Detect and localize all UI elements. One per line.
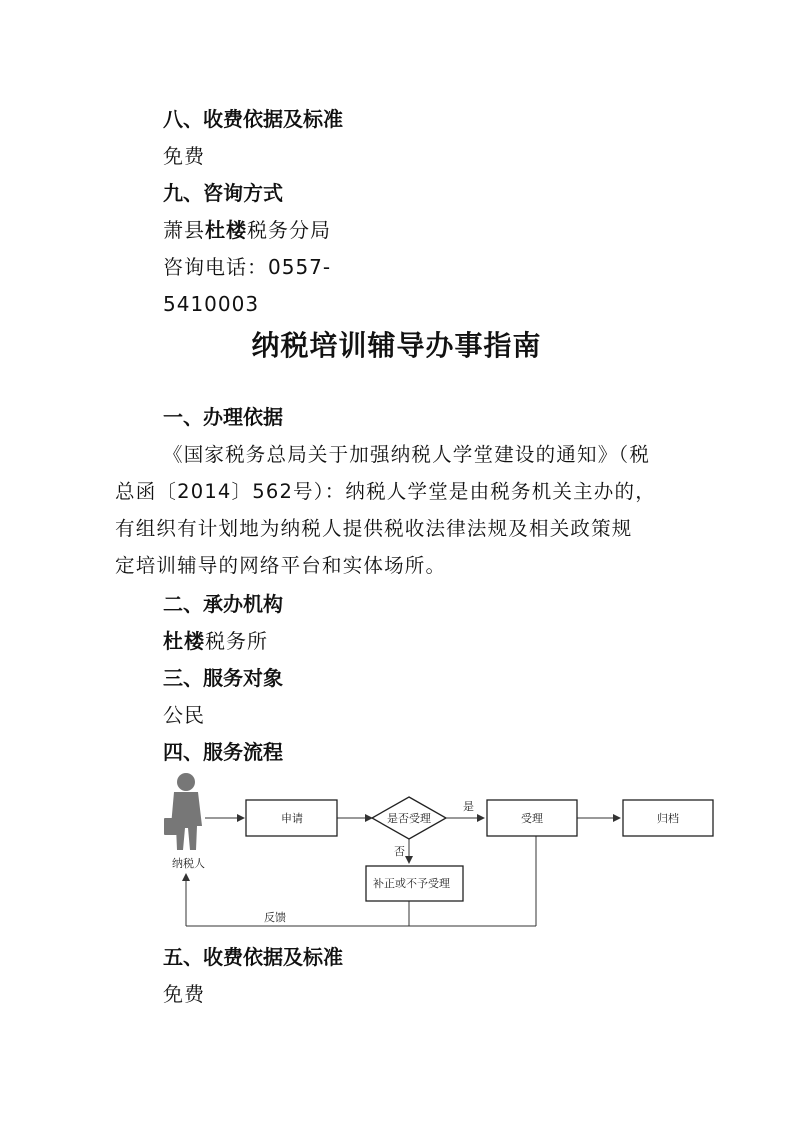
para-line: 定培训辅导的网络平台和实体场所。 — [115, 554, 447, 577]
office-suffix: 税务分局 — [247, 218, 331, 242]
section5-value: 免费 — [163, 982, 205, 1006]
heading-fee-basis: 八、收费依据及标准 — [163, 107, 343, 131]
person-label: 纳税人 — [172, 857, 205, 870]
org-bold: 杜楼 — [163, 629, 205, 653]
person-icon — [164, 773, 202, 850]
decision-label: 是否受理 — [387, 812, 431, 825]
feedback-label: 反馈 — [264, 911, 286, 924]
heading-consult: 九、咨询方式 — [163, 181, 283, 205]
reject-label: 补正或不予受理 — [373, 877, 450, 890]
consult-phone-line1: 咨询电话：0557- — [163, 255, 332, 279]
para-line: 总函〔2014〕562号）：纳税人学堂是由税务机关主办的， — [115, 480, 656, 503]
section3-value: 公民 — [163, 703, 205, 727]
section1-heading: 一、办理依据 — [163, 405, 283, 429]
yes-label: 是 — [463, 800, 474, 813]
section2-heading: 二、承办机构 — [163, 592, 283, 616]
no-label: 否 — [394, 845, 405, 858]
office-bold: 杜楼 — [205, 218, 247, 242]
para-line: 《国家税务总局关于加强纳税人学堂建设的通知》（税 — [163, 443, 651, 466]
archive-label: 归档 — [657, 812, 679, 825]
office-prefix: 萧县 — [163, 218, 205, 242]
org-suffix: 税务所 — [205, 629, 268, 653]
section1-paragraph — [115, 436, 680, 584]
consult-office — [163, 218, 331, 242]
fee-value: 免费 — [163, 144, 205, 168]
page-title: 纳税培训辅导办事指南 — [251, 329, 542, 362]
service-flowchart — [150, 768, 730, 933]
section5-heading: 五、收费依据及标准 — [163, 945, 343, 969]
section2-org — [163, 629, 268, 653]
section4-heading: 四、服务流程 — [163, 740, 283, 764]
accept-label: 受理 — [521, 812, 543, 825]
apply-label: 申请 — [281, 812, 303, 825]
para-line: 有组织有计划地为纳税人提供税收法律法规及相关政策规 — [115, 517, 633, 540]
consult-phone-line2: 5410003 — [163, 292, 260, 316]
section3-heading: 三、服务对象 — [163, 666, 283, 690]
